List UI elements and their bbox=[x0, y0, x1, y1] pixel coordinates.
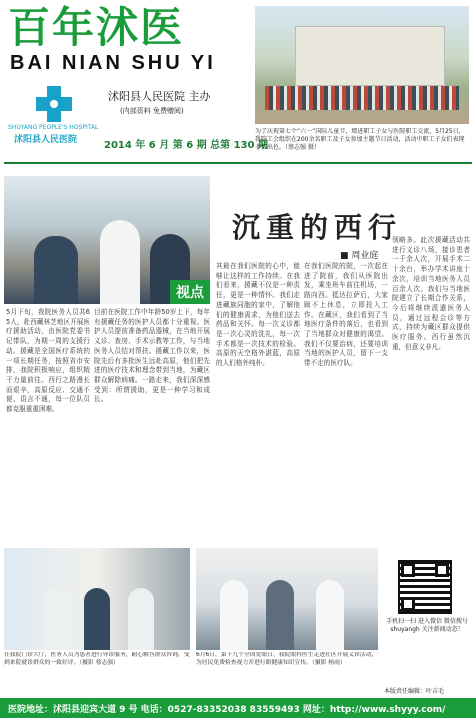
newspaper-pinyin: BAI NIAN SHU YI bbox=[10, 52, 216, 74]
bottom-photo-right-caption: 6月6日，第十九个全国爱眼日，我院眼科医生走进社区开展义诊活动，为居民免费检查视力并进行眼健康知识宣传。（摄影 杨雨） bbox=[196, 652, 378, 666]
footer-bar: 医院地址：沭阳县迎宾大道 9 号 电话：0527-83352038 83559493 网址：http://www.shyyy.com/ bbox=[0, 698, 476, 718]
internal-note: (内部资料 免费赠阅) bbox=[120, 107, 184, 115]
article-column-5: 领略多。此次援藏活动共进行义诊八场，接诊患者一千余人次，开展手术二十余台，举办学术讲座十余次，培训当地医务人员百余人次。我们与当地医院建立了长期合作关系，今后将继续派遣医务人员，通过远程会诊等方式，持续为藏区群众提供医疗服务。西行虽然沉重，但意义非凡。 bbox=[392, 236, 470, 351]
masthead bbox=[0, 0, 476, 160]
bottom-photo-left-caption: 在我院门诊大厅，医务人员为患者进行导诊服务，耐心解答群众咨询，受到来院就诊群众的一致好评。（摄影 蔡志强） bbox=[4, 652, 190, 666]
qr-code-icon bbox=[398, 560, 452, 614]
issue-dateline: 2014 年 6 月 第 6 期 总第 130 期 bbox=[104, 140, 268, 151]
hospital-name-en: SHUYANG PEOPLE'S HOSPITAL bbox=[8, 124, 99, 131]
divider bbox=[4, 162, 472, 164]
wechat-qr-block bbox=[384, 560, 470, 656]
hospital-name-cn: 沭阳县人民医院 bbox=[14, 135, 78, 145]
photo-tag: 视点 bbox=[170, 280, 210, 304]
sponsor-line: 沭阳县人民医院 主办 bbox=[108, 90, 211, 103]
bottom-photo-right bbox=[196, 548, 378, 650]
article-photo bbox=[4, 176, 210, 304]
top-photo bbox=[255, 6, 469, 124]
page-editor: 本版责任编辑：叶吉毛 bbox=[384, 688, 445, 695]
article-column-3: 其最在我们医院的心中，能够让这样的工作持续。在我们看来，援藏不仅是一种责任，更是一种情怀。我们走进藏族同胞的家中，了解他们的健康需求，为他们送去药品和关怀。每一次义诊都是一次心灵的洗礼，每一次手术都是一次技术的检验。高原的天空格外湛蓝，高原的人们格外纯朴。 bbox=[216, 262, 300, 368]
article-column-2: 目前在医院工作中年龄50岁上下，每年有援藏任务的医护人员都十分重视。医护人员提前准备药品器械，在当地开展义诊、查房、手术示教等工作，与当地医务人员结对帮扶。援藏工作以来，医院先后有多批医生远赴高原，他们把先进的医疗技术和理念带到当地，为藏区群众解除病痛。一路走来，我们深深感受到：所谓援助，更是一种学习和成长。 bbox=[94, 308, 210, 404]
hospital-logo bbox=[8, 86, 98, 144]
bottom-photo-left bbox=[4, 548, 190, 650]
article-column-1: 5月下旬，我院医务人员共65人，赴西藏林芝地区开展医疗援助活动，由医院党委书记带队，为期一周的支援行动。援藏是全国医疗系统的一项长期任务，按照省市安排，我院积极响应，组织精干力量前往。西行之路漫长而艰辛，高原反应、交通不便、语言不通，每一位队员都克服重重困难。 bbox=[6, 308, 90, 414]
top-photo-caption: 为了庆祝第七个“六一”国际儿童节，增进职工子女与医院职工交流，5月25日，我院工会组织在200余名职工及子女参加主题节日活动，活动中职工子女们表现非常出色。（蔡志强 摄） bbox=[255, 128, 465, 151]
article-byline: ■ 周业庭 bbox=[340, 251, 379, 261]
article-column-4: 在我们医院的院，一次起在进了院前，我们从医院出发，乘坐班车前往机场，一路向西。抵达拉萨后，大家顾不上休息，立即投入工作。在藏区，我们看到了当地医疗条件的落后，也看到了当地群众对健康的渴望。我们不仅要治病，还要培训当地的医护人员，留下一支带不走的医疗队。 bbox=[304, 262, 388, 368]
article-headline: 沉重的西行 bbox=[232, 211, 403, 244]
qr-caption: 手机扫一扫 进入微信 微信搜号 shuyangh 关注新闻动态！ bbox=[386, 618, 468, 633]
newspaper-title: 百年沭医 bbox=[8, 4, 185, 51]
medical-cross-icon bbox=[36, 86, 72, 122]
